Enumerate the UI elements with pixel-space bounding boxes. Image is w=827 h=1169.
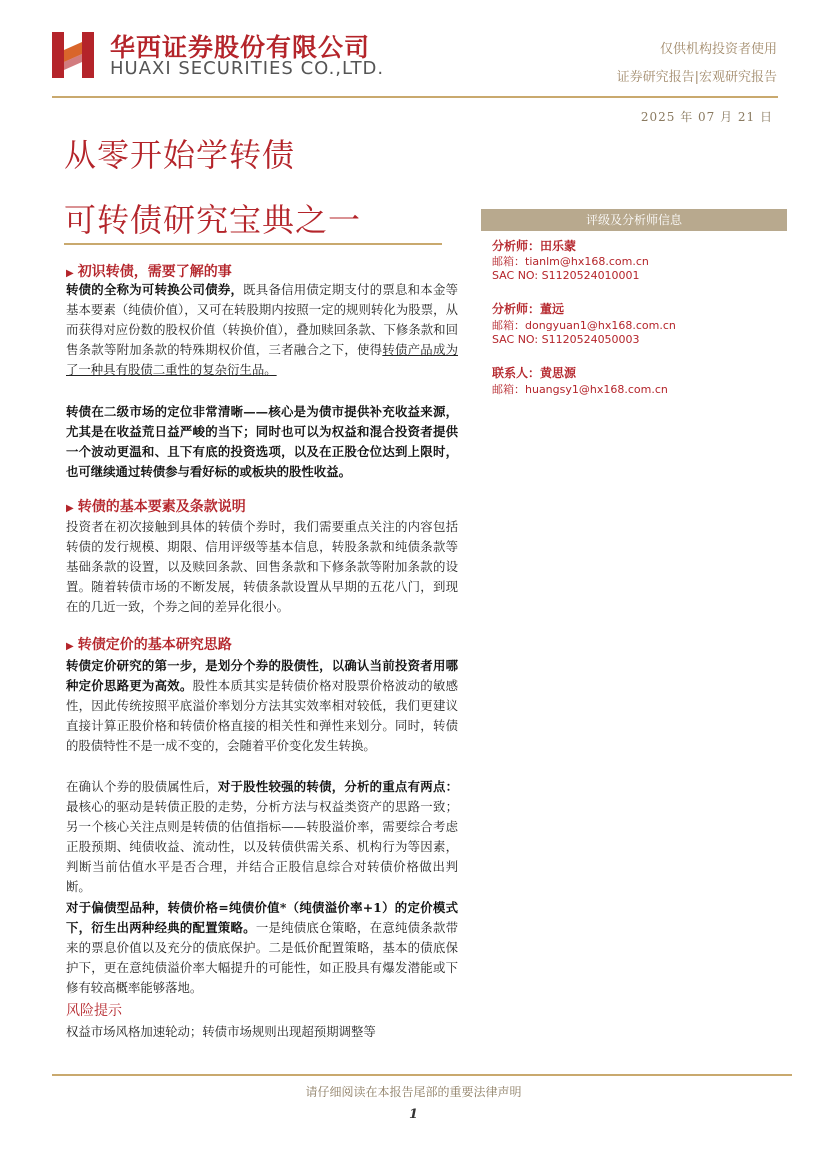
section-1-p1-text: 既具备信用债定期支付的票息和本金等基本要素（纯债价值），又可在转股期内按照一定的规则转化为股票，从而获得对应份数的股权价值（转换价值），叠加赎回条款、下修条款和回售条款等附加条款的特殊期权价值，三者融合之下，使得 [66, 282, 459, 357]
section-heading-1 [66, 261, 232, 281]
section-heading-2 [66, 496, 246, 516]
triangle-bullet-icon: ▶ [66, 503, 74, 514]
section-1-p2-bold: 转债在二级市场的定位非常清晰——核心是为债市提供补充收益来源，尤其是在收益荒日益严峻的当下；同时也可以为权益和混合投资者提供一个波动更温和、且下有底的投资选项，以及在正股仓位达到上限时，也可继续通过转债参与看好标的或板块的股性收益。 [66, 404, 458, 479]
analyst-1-name: 分析师：田乐蒙 [492, 239, 577, 253]
analyst-2-name: 分析师：董远 [492, 302, 565, 316]
company-name-en: HUAXI SECURITIES CO.,LTD. [110, 58, 385, 79]
report-title: 从零开始学转债 [64, 136, 296, 174]
risk-heading: 风险提示 [66, 1003, 122, 1019]
report-type: 证券研究报告|宏观研究报告 [616, 70, 777, 85]
section-1-p1-bold: 转债的全称为可转换公司债券， [66, 282, 244, 297]
section-3-p2-lead: 在确认个券的股债属性后， [66, 779, 218, 794]
section-3-paragraph-2 [66, 777, 458, 897]
section-1-p1-underlined: 转债产品成为了一种具有股债二重性的复杂衍生品。 [66, 342, 459, 377]
page-number: 1 [408, 1107, 419, 1122]
analyst-info-header: 评级及分析师信息 [481, 209, 787, 231]
huaxi-logo-icon [52, 32, 94, 78]
section-heading-1-text: 初识转债，需要了解的事 [77, 264, 232, 280]
report-date: 2025 年 07 月 21 日 [640, 110, 773, 124]
title-divider [64, 243, 442, 245]
section-3-p2-bold: 对于股性较强的转债，分析的重点有两点： [217, 779, 458, 794]
section-3-p3-bold: 对于偏债型品种，转债价格=纯债价值*（纯债溢价率+1）的定价模式下，衍生出两种经典的配置策略。 [66, 900, 458, 935]
analyst-1-email[interactable]: 邮箱：tianlm@hx168.com.cn [492, 255, 649, 268]
analyst-2-sac: SAC NO: S1120524050003 [492, 333, 640, 346]
section-3-p1-bold: 转债定价研究的第一步，是划分个券的股债性，以确认当前投资者用哪种定价思路更为高效。 [66, 658, 458, 693]
section-heading-2-text: 转债的基本要素及条款说明 [77, 499, 246, 515]
audience-note: 仅供机构投资者使用 [659, 42, 777, 57]
triangle-bullet-icon: ▶ [66, 641, 74, 652]
legal-notice: 请仔细阅读在本报告尾部的重要法律声明 [305, 1085, 522, 1099]
section-3-p1-text: 股性本质其实是转债价格对股票价格波动的敏感性，因此传统按照平底溢价率划分方法其实效率相对较低，我们更建议直接计算正股价格和转债价格直接的相关性和弹性来划分。同时，转债的股债特性不是一成不变的，会随着平价变化发生转换。 [66, 678, 459, 753]
report-subtitle: 可转债研究宝典之一 [64, 201, 362, 239]
section-3-p3-text: 一是纯债底仓策略，在意纯债条款带来的票息价值以及充分的债底保护。二是低价配置策略，基本的债底保护下，更在意纯债溢价率大幅提升的可能性，如正股具有爆发潜能或下修有较高概率能够落地。 [66, 920, 459, 995]
risk-text: 权益市场风格加速轮动；转债市场规则出现超预期调整等 [66, 1024, 376, 1039]
section-3-paragraph-1 [66, 656, 458, 756]
contact-email[interactable]: 邮箱：huangsy1@hx168.com.cn [492, 383, 668, 396]
footer-divider [52, 1074, 792, 1076]
contact-name: 联系人：黄思源 [492, 366, 577, 380]
analyst-2-email[interactable]: 邮箱：dongyuan1@hx168.com.cn [492, 319, 676, 332]
section-3-paragraph-3 [66, 898, 458, 998]
section-heading-3 [66, 634, 232, 654]
section-heading-3-text: 转债定价的基本研究思路 [77, 637, 232, 653]
analyst-1-sac: SAC NO: S1120524010001 [492, 269, 640, 282]
section-1-paragraph-2 [66, 402, 458, 482]
section-1-paragraph-1 [66, 280, 458, 380]
section-2-paragraph-1: 投资者在初次接触到具体的转债个券时，我们需要重点关注的内容包括转债的发行规模、期限、信用评级等基本信息，转股条款和纯债条款等基础条款的设置，以及赎回条款、回售条款和下修条款等附加条款的设置。随着转债市场的不断发展，转债条款设置从早期的五花八门，到现在的几近一致，个券之间的差异化很小。 [66, 519, 458, 614]
header-divider [52, 96, 778, 98]
company-name-cn: 华西证券股份有限公司 [110, 33, 371, 62]
section-3-p2-text: 最核心的驱动是转债正股的走势，分析方法与权益类资产的思路一致；另一个核心关注点则是转债的估值指标——转股溢价率，需要综合考虑正股预期、纯债收益、流动性，以及转债供需关系、机构行为等因素，判断当前估值水平是否合理，并结合正股信息综合对转债价格做出判断。 [66, 799, 458, 894]
triangle-bullet-icon: ▶ [66, 268, 74, 279]
